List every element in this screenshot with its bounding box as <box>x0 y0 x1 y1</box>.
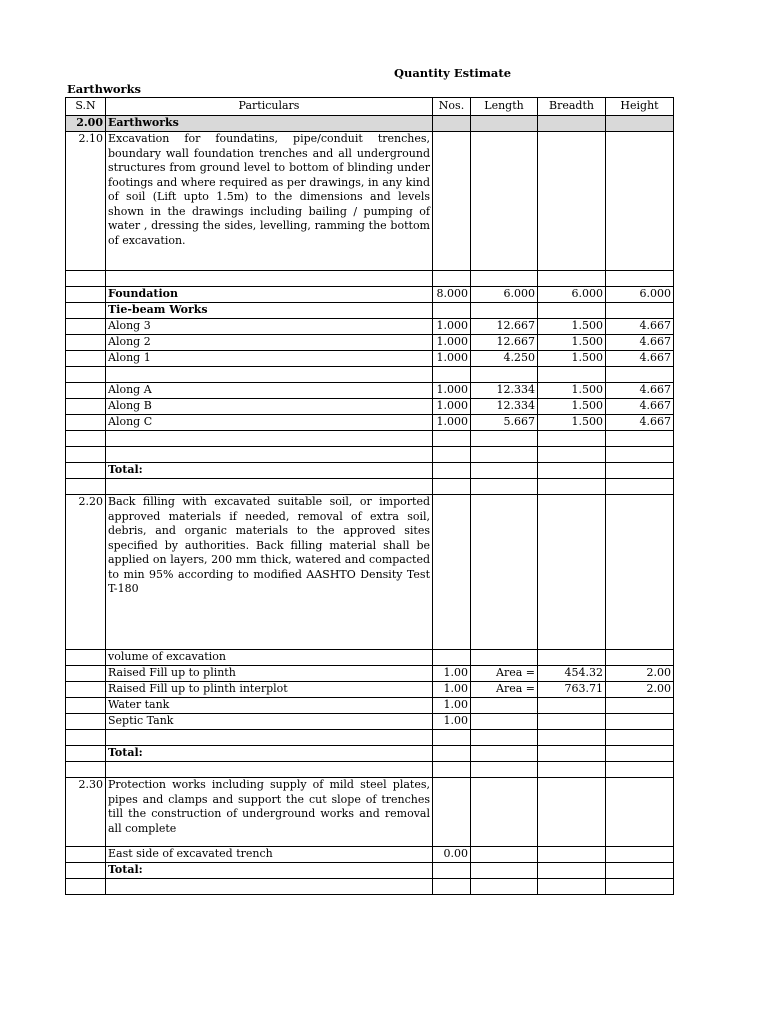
height-cell: 4.667 <box>606 319 674 335</box>
col-nos: Nos. <box>433 98 471 116</box>
table-row <box>66 415 674 431</box>
sn-cell: 2.00 <box>66 116 106 132</box>
particulars-cell: Septic Tank <box>106 714 433 730</box>
height-cell: 2.00 <box>606 666 674 682</box>
table-row <box>66 746 674 762</box>
table-row <box>66 271 674 287</box>
length-cell: 12.667 <box>471 319 538 335</box>
col-particulars: Particulars <box>106 98 433 116</box>
breadth-cell: 1.500 <box>538 319 606 335</box>
breadth-cell: 1.500 <box>538 351 606 367</box>
table-row <box>66 650 674 666</box>
particulars-cell: Tie-beam Works <box>106 303 433 319</box>
table-row <box>66 714 674 730</box>
table-row <box>66 479 674 495</box>
nos-cell: 1.000 <box>433 399 471 415</box>
nos-cell: 1.00 <box>433 698 471 714</box>
length-cell: 12.334 <box>471 399 538 415</box>
section-heading: Earthworks <box>67 82 142 96</box>
table-row <box>66 682 674 698</box>
sn-cell: 2.20 <box>66 495 106 650</box>
nos-cell: 1.00 <box>433 682 471 698</box>
nos-cell: 1.000 <box>433 319 471 335</box>
table-row <box>66 879 674 895</box>
particulars-cell: Earthworks <box>106 116 433 132</box>
particulars-cell: Along C <box>106 415 433 431</box>
col-height: Height <box>606 98 674 116</box>
table-row <box>66 367 674 383</box>
height-cell: 4.667 <box>606 415 674 431</box>
table-row <box>66 698 674 714</box>
length-cell: 4.250 <box>471 351 538 367</box>
particulars-cell: Along 1 <box>106 351 433 367</box>
particulars-cell: Water tank <box>106 698 433 714</box>
length-cell: Area = <box>471 682 538 698</box>
table-row <box>66 383 674 399</box>
total-label: Total: <box>106 463 433 479</box>
height-cell: 2.00 <box>606 682 674 698</box>
breadth-cell: 6.000 <box>538 287 606 303</box>
height-cell: 4.667 <box>606 399 674 415</box>
description-cell: Excavation for foundatins, pipe/conduit trenches, boundary wall foundation trenches and all underground structures from ground level to bottom of blinding under footings and where required as per drawings, in any kind of soil (Lift upto 1.5m) to the dimensions and levels shown in the drawings including bailing / pumping of water , dressing the sides, levelling, ramming the bottom of excavation. <box>106 132 433 271</box>
breadth-cell: 454.32 <box>538 666 606 682</box>
description-cell: Protection works including supply of mild steel plates, pipes and clamps and support the cut slope of trenches till the construction of underground works and removal all complete <box>106 778 433 847</box>
table-row <box>66 431 674 447</box>
breadth-cell: 1.500 <box>538 383 606 399</box>
nos-cell: 0.00 <box>433 847 471 863</box>
table-row <box>66 351 674 367</box>
table-row <box>66 863 674 879</box>
table-row <box>66 116 674 132</box>
breadth-cell: 763.71 <box>538 682 606 698</box>
length-cell: 12.667 <box>471 335 538 351</box>
col-sn: S.N <box>66 98 106 116</box>
breadth-cell: 1.500 <box>538 399 606 415</box>
table-row <box>66 335 674 351</box>
nos-cell: 1.000 <box>433 415 471 431</box>
height-cell: 6.000 <box>606 287 674 303</box>
table-row <box>66 303 674 319</box>
total-label: Total: <box>106 746 433 762</box>
page-title: Quantity Estimate <box>393 66 512 80</box>
table-row <box>66 132 674 271</box>
particulars-cell: Foundation <box>106 287 433 303</box>
length-cell: Area = <box>471 666 538 682</box>
table-row <box>66 778 674 847</box>
estimate-table <box>65 97 674 895</box>
table-row <box>66 847 674 863</box>
col-breadth: Breadth <box>538 98 606 116</box>
particulars-cell: Along A <box>106 383 433 399</box>
table-row <box>66 495 674 650</box>
breadth-cell: 1.500 <box>538 415 606 431</box>
sn-cell: 2.30 <box>66 778 106 847</box>
height-cell: 4.667 <box>606 335 674 351</box>
nos-cell: 1.00 <box>433 666 471 682</box>
particulars-cell: Along B <box>106 399 433 415</box>
table-row <box>66 287 674 303</box>
nos-cell: 1.000 <box>433 383 471 399</box>
length-cell: 6.000 <box>471 287 538 303</box>
header-row <box>66 98 674 116</box>
table-row <box>66 730 674 746</box>
table-row <box>66 399 674 415</box>
particulars-cell: Along 2 <box>106 335 433 351</box>
description-cell: Back filling with excavated suitable soil, or imported approved materials if needed, removal of extra soil, debris, and organic materials to the approved sites specified by authorities. Back filling material shall be applied on layers, 200 mm thick, watered and compacted to min 95% according to modified AASHTO Density Test T-180 <box>106 495 433 650</box>
col-length: Length <box>471 98 538 116</box>
nos-cell: 8.000 <box>433 287 471 303</box>
particulars-cell: Raised Fill up to plinth interplot <box>106 682 433 698</box>
nos-cell: 1.000 <box>433 335 471 351</box>
total-label: Total: <box>106 863 433 879</box>
height-cell: 4.667 <box>606 351 674 367</box>
nos-cell: 1.00 <box>433 714 471 730</box>
table-row <box>66 319 674 335</box>
nos-cell: 1.000 <box>433 351 471 367</box>
table-row <box>66 666 674 682</box>
particulars-cell: East side of excavated trench <box>106 847 433 863</box>
length-cell: 12.334 <box>471 383 538 399</box>
breadth-cell: 1.500 <box>538 335 606 351</box>
particulars-cell: Raised Fill up to plinth <box>106 666 433 682</box>
table-row <box>66 463 674 479</box>
particulars-cell: Along 3 <box>106 319 433 335</box>
particulars-cell: volume of excavation <box>106 650 433 666</box>
table-row <box>66 447 674 463</box>
table-row <box>66 762 674 778</box>
length-cell: 5.667 <box>471 415 538 431</box>
height-cell: 4.667 <box>606 383 674 399</box>
sn-cell: 2.10 <box>66 132 106 271</box>
